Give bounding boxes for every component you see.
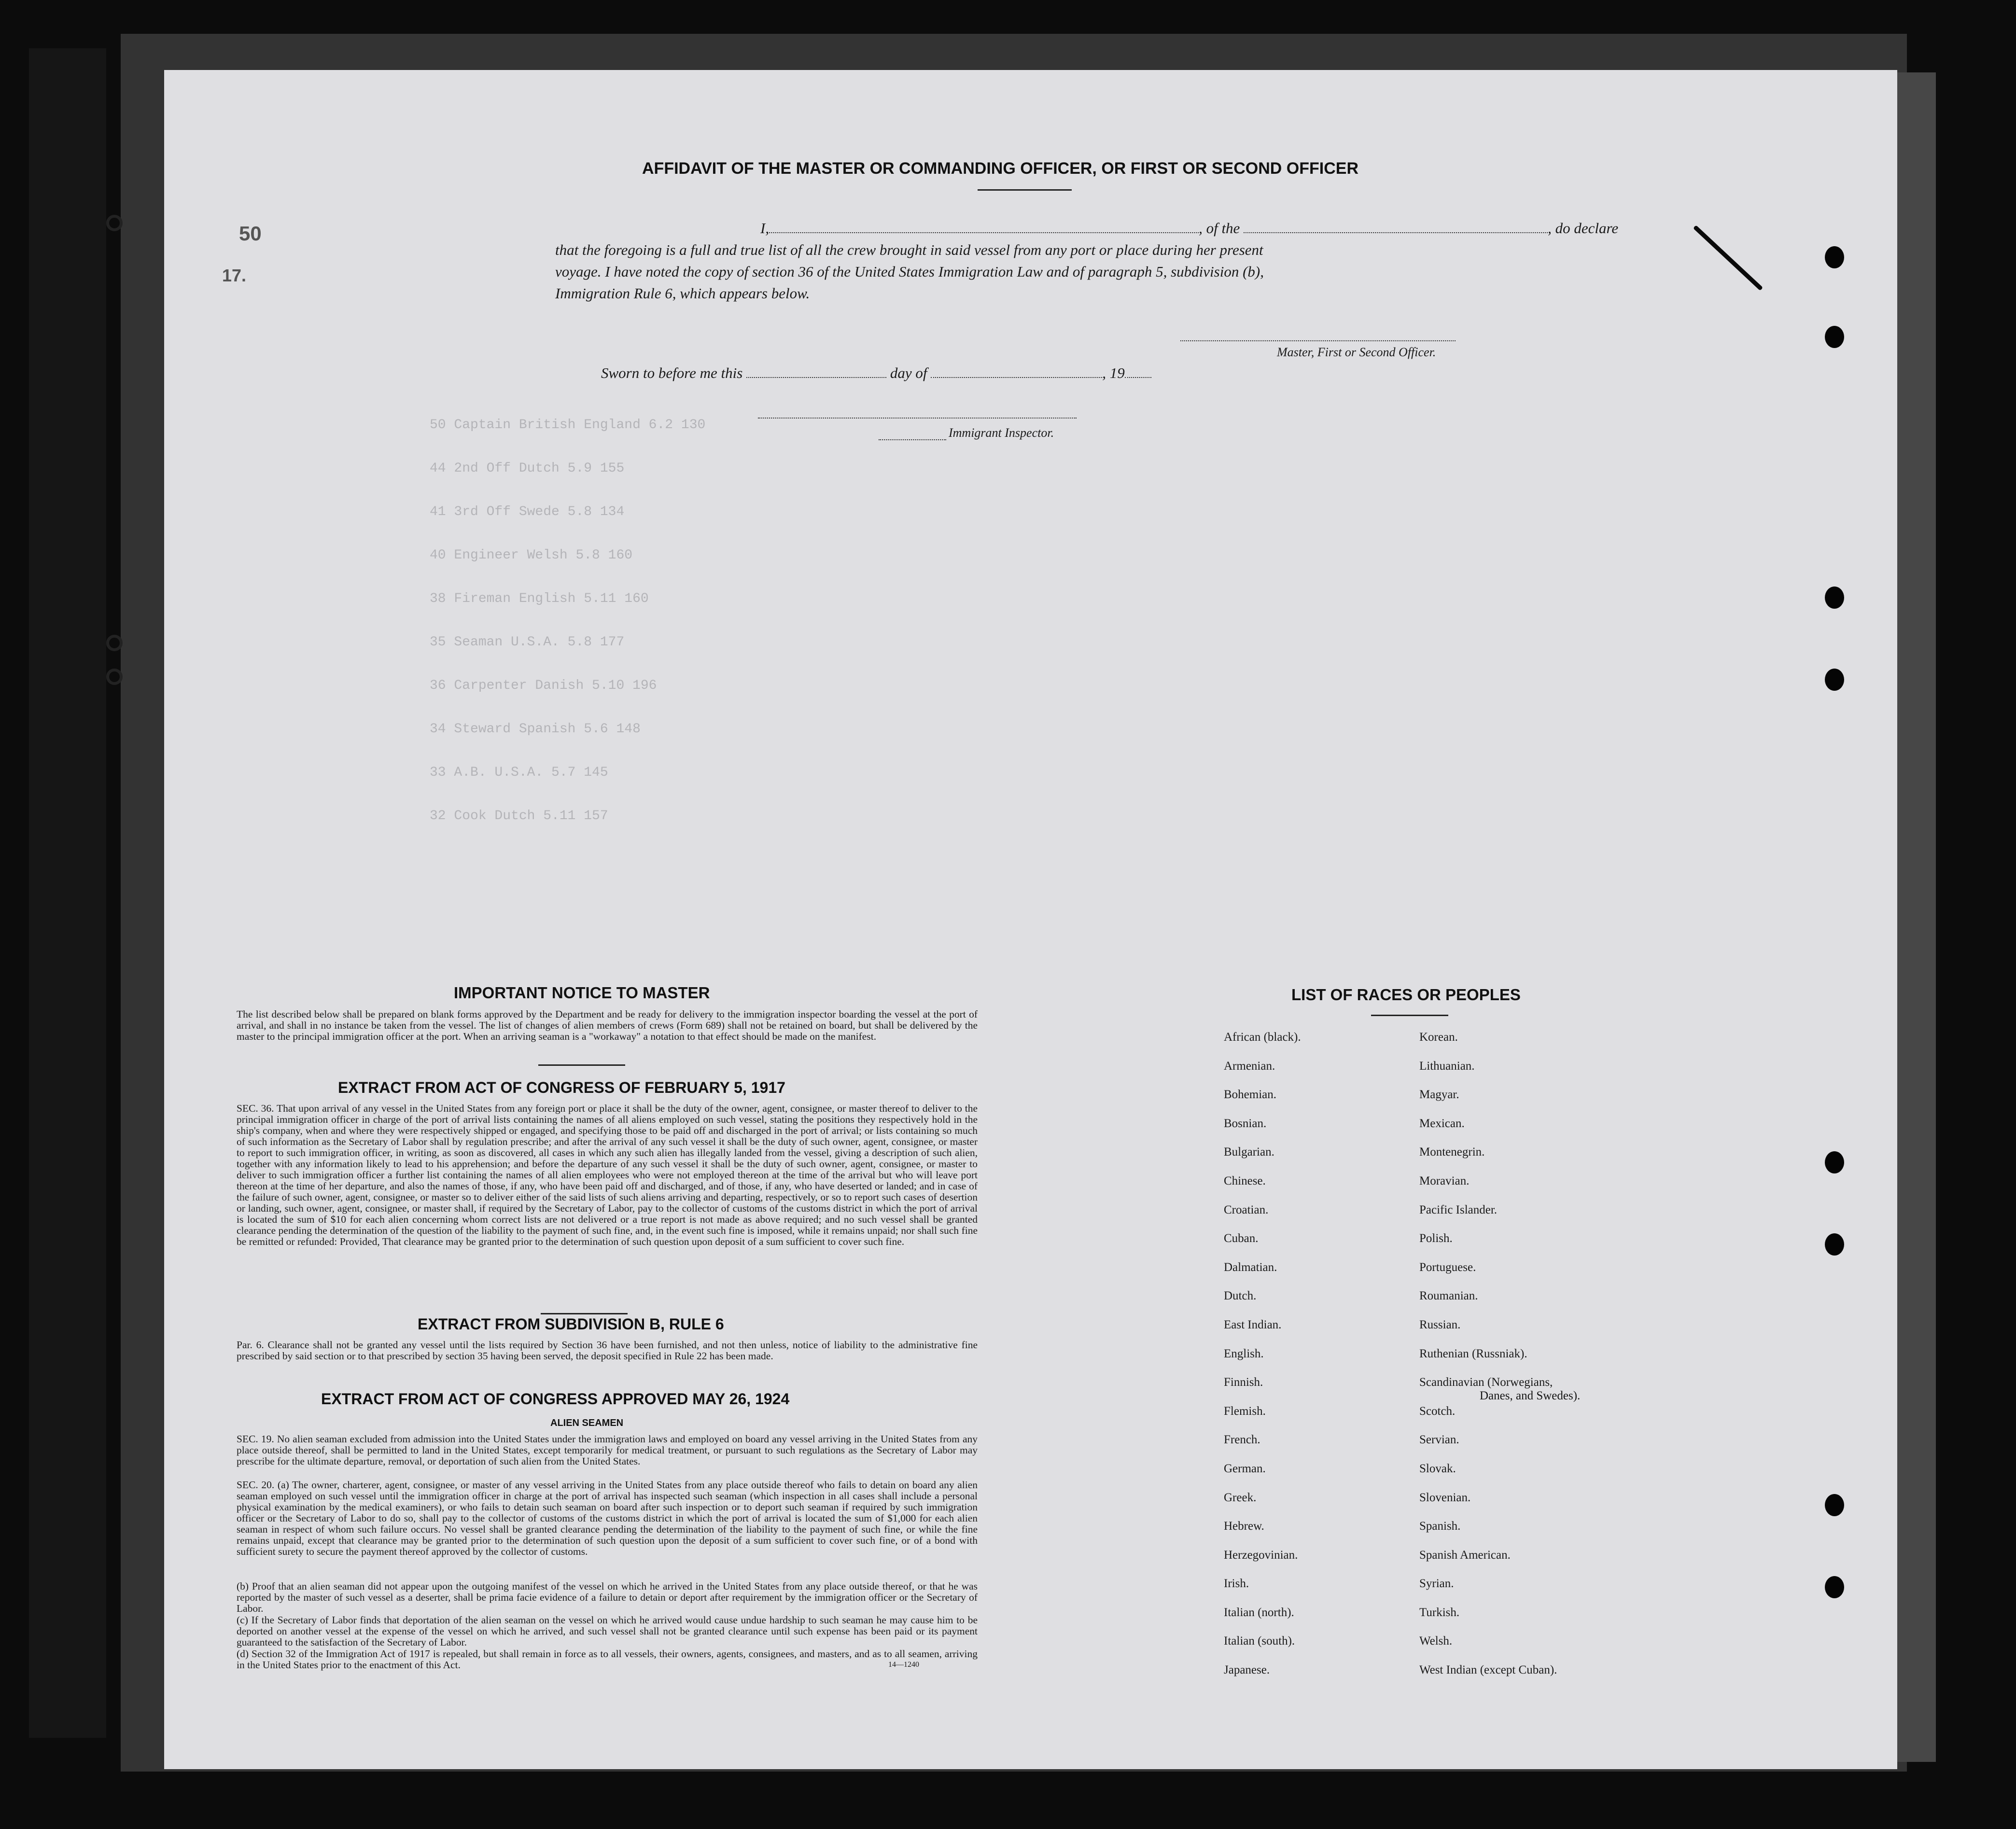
races-left-column — [1224, 1031, 1301, 1692]
race-item: Scotch. — [1419, 1404, 1456, 1418]
race-item: Armenian. — [1224, 1059, 1275, 1073]
race-item: Ruthenian (Russniak). — [1419, 1347, 1527, 1360]
race-item: Magyar. — [1419, 1088, 1459, 1102]
race-item: African (black). — [1224, 1031, 1301, 1044]
affidavit-declare-label: , do declare — [1548, 220, 1619, 237]
extract-1924-sec20d: (d) Section 32 of the Immigration Act of 1917 is repealed, but shall remain in force as to all vessels, their owners, agents, consignees, and masters, and as to all seamen, arriving in the United States prior to the enactment of this Act. — [237, 1648, 978, 1671]
sworn-month-field[interactable] — [931, 367, 1102, 378]
race-item: Syrian. — [1419, 1577, 1454, 1591]
section-divider — [541, 1313, 628, 1314]
race-item: Dutch. — [1224, 1289, 1257, 1303]
extract-rule6-body: Par. 6. Clearance shall not be granted any vessel until the lists required by Section 36 have been furnished, and not then unless, notice of liability to the administrative fine prescribed by said section or to that prescribed by section 35 having been served, the deposit specified in Rule 22 has been made. — [237, 1339, 978, 1362]
race-item: Irish. — [1224, 1577, 1249, 1591]
extract-1924-sec20b: (b) Proof that an alien seaman did not appear upon the outgoing manifest of the vessel on which he arrived in the United States from any place outside thereof, or that he was reported by the master of such vessel as a deserter, shall be prima facie evidence of a failure to detain or deport after requirement by the immigration officer or the Secretary of Labor. — [237, 1580, 978, 1614]
race-item: Italian (north). — [1224, 1606, 1294, 1619]
affidavit-line-3: voyage. I have noted the copy of section 36 of the United States Immigration Law and of paragraph 5, subdivision (b), — [555, 263, 1264, 280]
extract-1924-sec20c: (c) If the Secretary of Labor finds that deportation of the alien seaman on the vessel on which he arrived would cause undue hardship to such seaman he may cause him to be deported on another vessel at the expense of the vessel on which he arrived, and such vessel shall not be granted clearance until such expense has been paid or its payment guaranteed to the satisfaction of the Secretary of Labor. — [237, 1614, 978, 1648]
race-item: Croatian. — [1224, 1203, 1269, 1216]
race-item: Italian (south). — [1224, 1634, 1295, 1648]
race-item: Dalmatian. — [1224, 1260, 1277, 1274]
race-item: Mexican. — [1419, 1117, 1465, 1130]
extract-rule6-title: EXTRACT FROM SUBDIVISION B, RULE 6 — [418, 1315, 724, 1333]
race-item: Lithuanian. — [1419, 1059, 1475, 1073]
extract-1917-title: EXTRACT FROM ACT OF CONGRESS OF FEBRUARY 5, 1917 — [338, 1079, 785, 1096]
sworn-day-field[interactable] — [746, 367, 886, 378]
race-item: Turkish. — [1419, 1606, 1460, 1619]
notice-title: IMPORTANT NOTICE TO MASTER — [454, 984, 710, 1002]
punch-hole — [1825, 1233, 1844, 1256]
race-item: Herzegovinian. — [1224, 1548, 1298, 1562]
race-item: Roumanian. — [1419, 1289, 1478, 1303]
inspector-signature-label: Immigrant Inspector. — [949, 426, 1054, 440]
declarant-name-field[interactable] — [769, 223, 1199, 233]
affidavit-of-the-label: , of the — [1199, 220, 1240, 237]
extract-1924-title: EXTRACT FROM ACT OF CONGRESS APPROVED MAY 26, 1924 — [321, 1390, 790, 1408]
race-item: Cuban. — [1224, 1232, 1259, 1245]
affidavit-i-label: I, — [760, 220, 770, 237]
day-of-label: day of — [890, 364, 927, 381]
race-item: Slovak. — [1419, 1462, 1456, 1475]
race-item: Bulgarian. — [1224, 1145, 1274, 1159]
inspector-title-dots — [879, 439, 946, 440]
race-item: Polish. — [1419, 1232, 1453, 1245]
punch-hole — [1825, 669, 1844, 691]
races-continuation: Danes, and Swedes). — [1480, 1389, 1581, 1402]
sworn-year-field[interactable] — [1125, 367, 1151, 378]
race-item: Greek. — [1224, 1491, 1257, 1504]
race-item: Korean. — [1419, 1031, 1458, 1044]
extract-1917-body: SEC. 36. That upon arrival of any vessel in the United States from any foreign port or place it shall be the duty of the owner, agent, consignee, or master thereof to deliver to the principal immigration officer in charge of the port of arrival lists containing the names of all aliens employed on such vessel, stating the positions they respectively hold in the ship's company, when and where they were respectively shipped or engaged, and specifying those to be paid off and discharged in the port of arrival; or lists containing so much of such information as the Secretary of Labor shall by regulation prescribe; and after the arrival of any such vessel it shall be the duty of such owner, agent, consignee, or master to report to such immigration officer, in writing, as soon as discovered, all cases in which any such alien has illegally landed from the vessel, giving a description of such alien, together with any information likely to lead to his apprehension; and before the departure of any such vessel it shall be the duty of such owner, agent, consignee, or master to deliver to such immigration officer a further list containing the names of all alien employees who were not employed thereon at the time of the arrival but who will leave port thereon at the time of her departure, and also the names of those, if any, who have been paid off and discharged, and of those, if any, who have deserted or landed; and in case of the failure of such owner, agent, consignee, or master so to deliver either of the said lists of such aliens arriving and departing, respectively, or so to report such cases of desertion or landing, such owner, agent, consignee, or master shall, if required by the Secretary of Labor, pay to the collector of customs of the customs district in which the port of arrival is located the sum of $10 for each alien concerning whom correct lists are not delivered or a true report is not made as above required; and no such vessel shall be granted clearance pending the determination of the question of the liability to the payment of such fine, and, in the event such fine is imposed, while it remains unpaid; nor shall such fine be remitted or refunded: Provided, That clearance may be granted prior to the determination of such question upon deposit of a sum sufficient to cover such fine. — [237, 1103, 978, 1247]
margin-number-mark: 50 — [239, 222, 262, 245]
race-item: Moravian. — [1419, 1174, 1470, 1187]
binder-ring-mark — [106, 635, 123, 651]
vessel-name-field[interactable] — [1244, 223, 1548, 233]
extract-1924-sec20a: SEC. 20. (a) The owner, charterer, agent, consignee, or master of any vessel arriving in the United States from any place outside thereof who fails to detain on board any alien seaman employed on such vessel until the immigration officer in charge at the port of arrival has inspected such seaman (which inspection in all cases shall include a personal physical examination by the medical examiners), or who fails to detain such seaman on board after such inspection or to deport such seaman if required by such immigration officer or the Secretary of Labor to do so, shall pay to the collector of customs of the customs district in which the port of arrival is located the sum of $1,000 for each alien seaman in respect of whom such failure occurs. No vessel shall be granted clearance pending the determination of the liability to the payment of such fine, or while the fine remains unpaid, except that clearance may be granted prior to the determination of such question upon the deposit of a sum sufficient to cover such fine, or of a bond with sufficient surety to secure the payment thereof approved by the collector of customs. — [237, 1479, 978, 1557]
punch-hole — [1825, 1494, 1844, 1516]
officer-signature-line[interactable] — [1180, 340, 1456, 341]
races-title: LIST OF RACES OR PEOPLES — [1291, 986, 1521, 1004]
race-item: Chinese. — [1224, 1174, 1266, 1187]
notice-body: The list described below shall be prepared on blank forms approved by the Department and be ready for delivery to the immigration inspector boarding the vessel at the port of arrival, and shall in no instance be taken from the vessel. The list of changes of alien members of crews (Form 689) shall not be retained on board, but shall be delivered by the master to the principal immigration officer at the port. When an arriving seaman is a "workaway" a notation to that effect should be made on the manifest. — [237, 1008, 978, 1042]
punch-hole — [1825, 1151, 1844, 1173]
race-item: German. — [1224, 1462, 1266, 1475]
race-item: Bosnian. — [1224, 1117, 1267, 1130]
race-item: Portuguese. — [1419, 1260, 1476, 1274]
manifest-page: 50 Captain British England 6.2 130 44 2nd Off Dutch 5.9 155 41 3rd Off Swede 5.8 134 40 Engineer Welsh 5.8 160 38 Fireman English 5.11 160 35 Seaman U.S.A. 5.8 177 36 Carpenter Danish 5.10 196 34 Steward Spanish 5.6 148 33 A.B. U.S.A. 5.7 145 32 Cook Dutch 5.11 157 50 17. AFFIDAVIT OF THE MASTER OR COMMANDING OFFICER, OR FIRST OR SECOND OFFICER I, , of the , do declare that the foregoing is a full and true list of all the crew brought in said vessel from any port or place during her present voyage. I have noted the copy of section 36 of the United States Immigration Law and of paragraph 5, subdivision (b), Immigration Rule 6, which appears below. Master, First or Second Officer. Sworn to before me this day of , 19 Immigrant Inspector. IMPORTANT NOTICE TO MASTER The list described below shall be prepared on blank forms approved by the Department and be ready for delivery to the immigration inspector boarding the vessel at the port of arrival, and shall in no instance be taken from the vessel. The list of changes of alien members of crews (Form 689) shall not be retained on board, but shall be delivered by the master to the principal immigration officer at the port. When an arriving seaman is a "workaway" a notation to that effect should be made on the manifest. EXTRACT FROM ACT OF CONGRESS OF FEBRUARY 5, 1917 SEC. 36. That upon arrival of any vessel in the United States from any foreign port or place it shall be the duty of the owner, agent, consignee, or master thereof to deliver to the principal immigration officer in charge of the port of arrival lists containing the names of all aliens employed on such vessel, stating the positions they respectively hold in the ship's company, when and where they were respectively shipped or engaged, and specifying those to be paid off and discharged in the port of arrival; or lists containing so much of such information as the Secretary of Labor shall by regulation prescribe; and after the arrival of any such vessel it shall be the duty of such owner, agent, consignee, or master to report to such immigration officer, in writing, as soon as discovered, all cases in which any such alien has illegally landed from the vessel, giving a description of such alien, together with any information likely to lead to his apprehension; and before the departure of any such vessel it shall be the duty of such owner, agent, consignee, or master to deliver to such immigration officer a further list containing the names of all alien employees who were not employed thereon at the time of the arrival but who will leave port thereon at the time of her departure, and also the names of those, if any, who have been paid off and discharged, and of those, if any, who have deserted or landed; and in case of the failure of such owner, agent, consignee, or master so to deliver either of the said lists of such aliens arriving and departing, respectively, or so to report such cases of desertion or landing, such owner, agent, consignee, or master shall, if required by the Secretary of Labor, pay to the collector of customs of the customs district in which the port of arrival is located the sum of $10 for each alien concerning whom correct lists are not delivered or a true report is not made as above required; and no such vessel shall be granted clearance pending the determination of the question of the liability to the payment of such fine, and, in the event such fine is imposed, while it remains unpaid; nor shall such fine be remitted or refunded: Provided, That clearance may be granted prior to the determination of such question upon deposit of a sum sufficient to cover such fine. EXTRACT FROM SUBDIVISION B, RULE 6 Par. 6. Clearance shall not be granted any vessel until the lists required by Section 36 have been furnished, and not then unless, notice of liability to the administrative fine prescribed by said section or to that prescribed by section 35 having been served, the deposit specified in Rule 22 has been made. EXTRACT FROM ACT OF CONGRESS APPROVED MAY 26, 1924 ALIEN SEAMEN SEC. 19. No alien seaman excluded from admission into the United States under the immigration laws and employed on board any vessel arriving in the United States from any place outside thereof, shall be permitted to land in the United States, except temporarily for medical treatment, or pursuant to such regulations as the Secretary of Labor may prescribe for the ultimate departure, removal, or deportation of such alien from the United States. SEC. 20. (a) The owner, charterer, agent, consignee, or master of any vessel arriving in the United States from any place outside thereof who fails to detain on board any alien seaman employed on such vessel until the immigration officer in charge at the port of arrival has inspected such seaman (which inspection in all cases shall include a personal physical examination by the medical examiners), or who fails to detain such seaman on board after such inspection or to deport such seaman if required by such immigration officer or the Secretary of Labor to do so, shall pay to the collector of customs of the customs district in which the port of arrival is located the sum of $1,000 for each alien seaman in respect of whom such failure occurs. No vessel shall be granted clearance pending the determination of the liability to the payment of such fine, or while the fine remains unpaid, except that clearance may be granted prior to the determination of such question upon the deposit of a sum sufficient to cover such fine, or of a bond with sufficient surety to secure the payment thereof approved by the collector of customs. (b) Proof that an alien seaman did not appear upon the outgoing manifest of the vessel on which he arrived in the United States from any place outside thereof, or that he was reported by the master of such vessel as a deserter, shall be prima facie evidence of a failure to detain or deport after requirement by the immigration officer or the Secretary of Labor. (c) If the Secretary of Labor finds that deportation of the alien seaman on the vessel on which he arrived would cause undue hardship to such seaman he may cause him to be deported on another vessel at the expense of the vessel on which he arrived, and such vessel shall not be granted clearance until such expense has been paid or its payment guaranteed to the satisfaction of the Secretary of Labor. (d) Section 32 of the Immigration Act of 1917 is repealed, but shall remain in force as to all vessels, their owners, agents, consignees, and masters, and as to all seamen, arriving in the United States prior to the enactment of this Act. 14—1240 LIST OF RACES OR PEOPLES African (black). Armenian. Bohemian. Bosnian. Bulgarian. Chinese. Croatian. Cuban. Dalmatian. Dutch. East Indian. English. Finnish. Flemish. French. German. Greek. Hebrew. Herzegovinian. Irish. Italian (north). Italian (south). Japanese. Korean. Lithuanian. Magyar. Mexican. Montenegrin. Moravian. Pacific Islander. Polish. Portuguese. Roumanian. Russian. Ruthenian (Russniak). Scandinavian (Norwegians, Scotch. Servian. Slovak. Slovenian. Spanish. Spanish American. Syrian. Turkish. Welsh. West Indian (except Cuban). Danes, and Swedes). — [164, 70, 1897, 1769]
races-title-underline — [1371, 1015, 1448, 1016]
race-item: Russian. — [1419, 1318, 1461, 1331]
race-item: Hebrew. — [1224, 1520, 1264, 1533]
affidavit-line-1 — [601, 220, 1618, 237]
punch-hole — [1825, 246, 1844, 268]
title-underline — [978, 189, 1072, 191]
race-item: Finnish. — [1224, 1376, 1263, 1389]
margin-number-mark: 17. — [222, 265, 247, 285]
races-right-column — [1419, 1031, 1557, 1692]
punch-hole — [1825, 1576, 1844, 1598]
race-item: Slovenian. — [1419, 1491, 1471, 1504]
race-item: Montenegrin. — [1419, 1145, 1485, 1159]
race-item: West Indian (except Cuban). — [1419, 1663, 1557, 1677]
form-number: 14—1240 — [888, 1661, 919, 1669]
race-item: Spanish. — [1419, 1520, 1461, 1533]
extract-1924-sec19: SEC. 19. No alien seaman excluded from admission into the United States under the immigration laws and employed on board any vessel arriving in the United States from any place outside thereof, shall be permitted to land in the United States, except temporarily for medical treatment, or pursuant to such regulations as the Secretary of Labor may prescribe for the ultimate departure, removal, or deportation of such alien from the United States. — [237, 1433, 978, 1467]
race-item: Welsh. — [1419, 1634, 1453, 1648]
binder-ring-mark — [106, 215, 123, 231]
race-item: Flemish. — [1224, 1404, 1266, 1418]
affidavit-title: AFFIDAVIT OF THE MASTER OR COMMANDING OFFICER, OR FIRST OR SECOND OFFICER — [642, 159, 1358, 178]
race-item: Bohemian. — [1224, 1088, 1277, 1102]
affidavit-line-4: Immigration Rule 6, which appears below. — [555, 285, 810, 302]
race-item: Scandinavian (Norwegians, — [1419, 1376, 1553, 1389]
section-divider — [538, 1064, 625, 1066]
year-prefix: , 19 — [1102, 364, 1125, 381]
punch-hole — [1825, 326, 1844, 348]
extract-1924-subtitle: ALIEN SEAMEN — [550, 1418, 624, 1428]
scan-background-left — [29, 48, 106, 1738]
race-item: Servian. — [1419, 1433, 1459, 1447]
race-item: French. — [1224, 1433, 1260, 1447]
inspector-signature-line[interactable] — [758, 418, 1077, 419]
affidavit-line-2: that the foregoing is a full and true list of all the crew brought in said vessel from any port or place during her present — [555, 241, 1263, 258]
sworn-line — [601, 364, 1151, 382]
race-item: Pacific Islander. — [1419, 1203, 1498, 1216]
race-item: Japanese. — [1224, 1663, 1270, 1677]
ink-pen-stroke — [1693, 225, 1763, 291]
race-item: English. — [1224, 1347, 1264, 1360]
officer-signature-label: Master, First or Second Officer. — [1277, 345, 1436, 359]
race-item: East Indian. — [1224, 1318, 1282, 1331]
sworn-prefix: Sworn to before me this — [601, 364, 743, 381]
punch-hole — [1825, 586, 1844, 609]
binder-ring-mark — [106, 669, 123, 685]
race-item: Spanish American. — [1419, 1548, 1511, 1562]
